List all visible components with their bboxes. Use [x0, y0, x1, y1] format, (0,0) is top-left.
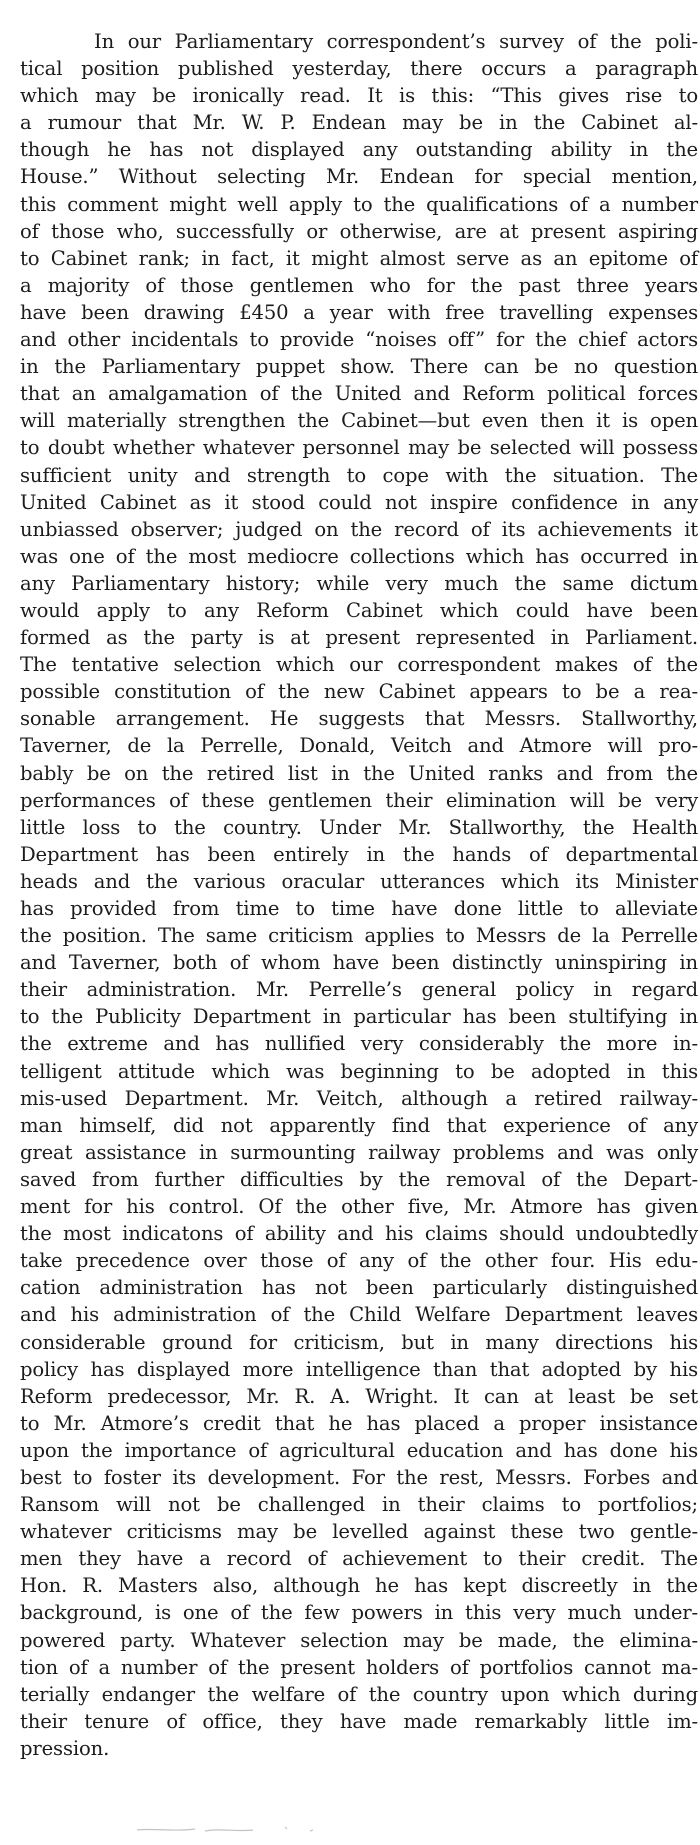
article-line: will materially strengthen the Cabinet—but even then it is open — [20, 409, 698, 433]
article-line: upon the importance of agricultural education and has done his — [20, 1438, 698, 1462]
article-line: the position. The same criticism applies to Messrs de la Perrelle — [20, 924, 698, 948]
article-line: ment for his control. Of the other five, Mr. Atmore has given — [20, 1195, 698, 1219]
article-line: has provided from time to time have done little to alleviate — [20, 897, 698, 920]
article-line: Ransom will not be challenged in their claims to portfolios; — [20, 1493, 698, 1517]
article-line: a majority of those gentlemen who for the past three years — [20, 273, 698, 297]
article-line: men they have a record of achievement to their credit. The — [20, 1547, 698, 1571]
article-line: this comment might well apply to the qualifications of a number — [20, 192, 698, 216]
article-line: any Parliamentary history; while very much the same dictum — [20, 571, 698, 595]
article-line: to doubt whether whatever personnel may be selected will possess — [20, 436, 698, 460]
article-line: great assistance in surmounting railway problems and was only — [20, 1140, 698, 1164]
article-line: the most indicatons of ability and his claims should undoubtedly — [20, 1222, 698, 1246]
article-line: though he has not displayed any outstanding ability in the — [20, 138, 698, 162]
article-line: have been drawing £450 a year with free travelling expenses — [20, 300, 698, 324]
article-line: The tentative selection which our correspondent makes of the — [20, 653, 698, 677]
article-line: best to foster its development. For the rest, Messrs. Forbes and — [20, 1465, 698, 1489]
article-line: In our Parliamentary correspondent’s survey of the poli- — [94, 30, 698, 53]
article-line: the extreme and has nullified very considerably the more in- — [20, 1032, 698, 1056]
article-line: considerable ground for criticism, but in many directions his — [20, 1330, 698, 1354]
article-line: sufficient unity and strength to cope with the situation. The — [20, 463, 698, 487]
article-line: to the Publicity Department in particular has been stultifying in — [20, 1005, 698, 1029]
article-line: mis-used Department. Mr. Veitch, although a retired railway- — [20, 1086, 698, 1110]
article-line: take precedence over those of any of the other four. His edu- — [20, 1249, 698, 1273]
article-line: background, is one of the few powers in this very much under- — [20, 1601, 698, 1625]
print-smudge — [135, 1822, 335, 1836]
article-line: to Cabinet rank; in fact, it might almost serve as an epitome of — [20, 246, 698, 270]
article-line: little loss to the country. Under Mr. Stallworthy, the Health — [20, 815, 698, 839]
article-line: heads and the various oracular utterances which its Minister — [20, 869, 698, 893]
article-line: pression. — [20, 1736, 110, 1760]
article-line: bably be on the retired list in the United ranks and from the — [20, 761, 698, 785]
article-line: a rumour that Mr. W. P. Endean may be in the Cabinet al- — [20, 111, 698, 135]
article-line: whatever criticisms may be levelled against these two gentle- — [20, 1520, 698, 1544]
article-line: and other incidentals to provide “noises off” for the chief actors — [20, 328, 698, 352]
article-line: Hon. R. Masters also, although he has kept discreetly in the — [20, 1574, 698, 1598]
article-line: saved from further difficulties by the removal of the Depart- — [20, 1167, 698, 1191]
article-line: in the Parliamentary puppet show. There can be no question — [20, 355, 698, 379]
article-line: unbiassed observer; judged on the record of its achievements it — [20, 517, 698, 541]
article-line: United Cabinet as it stood could not inspire confidence in any — [20, 490, 698, 514]
article-line: Reform predecessor, Mr. R. A. Wright. It can at least be set — [20, 1384, 698, 1408]
article-line: performances of these gentlemen their elimination will be very — [20, 788, 698, 812]
article-line: telligent attitude which was beginning to be adopted in this — [20, 1059, 698, 1083]
article-line: possible constitution of the new Cabinet appears to be a rea- — [20, 680, 698, 704]
article-line: to Mr. Atmore’s credit that he has placed a proper insistance — [20, 1411, 698, 1435]
article-line: policy has displayed more intelligence than that adopted by his — [20, 1357, 698, 1381]
article-line: of those who, successfully or otherwise, are at present aspiring — [20, 219, 698, 243]
article-line: their administration. Mr. Perrelle’s general policy in regard — [20, 978, 698, 1002]
article-line: powered party. Whatever selection may be made, the elimina- — [20, 1628, 698, 1652]
article-line: that an amalgamation of the United and Reform political forces — [20, 382, 698, 406]
article-line: their tenure of office, they have made remarkably little im- — [20, 1709, 698, 1733]
article-line: formed as the party is at present represented in Parliament. — [20, 626, 698, 650]
article-line: which may be ironically read. It is this: “This gives rise to — [20, 84, 698, 108]
article-line: man himself, did not apparently find that experience of any — [20, 1113, 698, 1137]
article-line: sonable arrangement. He suggests that Messrs. Stallworthy, — [20, 707, 698, 731]
article-line: cation administration has not been particularly distinguished — [20, 1276, 698, 1300]
article-line: terially endanger the welfare of the country upon which during — [20, 1682, 698, 1706]
article-line: Department has been entirely in the hands of departmental — [20, 842, 698, 866]
article-line: was one of the most mediocre collections which has occurred in — [20, 544, 698, 568]
article-line: tion of a number of the present holders of portfolios cannot ma- — [20, 1655, 698, 1679]
article-line: Taverner, de la Perrelle, Donald, Veitch and Atmore will pro- — [20, 734, 698, 758]
article-line: would apply to any Reform Cabinet which could have been — [20, 598, 698, 622]
article-line: tical position published yesterday, there occurs a paragraph — [20, 57, 698, 81]
article-line: and Taverner, both of whom have been distinctly uninspiring in — [20, 951, 698, 975]
article-line: House.” Without selecting Mr. Endean for special mention, — [20, 165, 698, 189]
article-column — [20, 28, 698, 1762]
article-line: and his administration of the Child Welfare Department leaves — [20, 1303, 698, 1327]
